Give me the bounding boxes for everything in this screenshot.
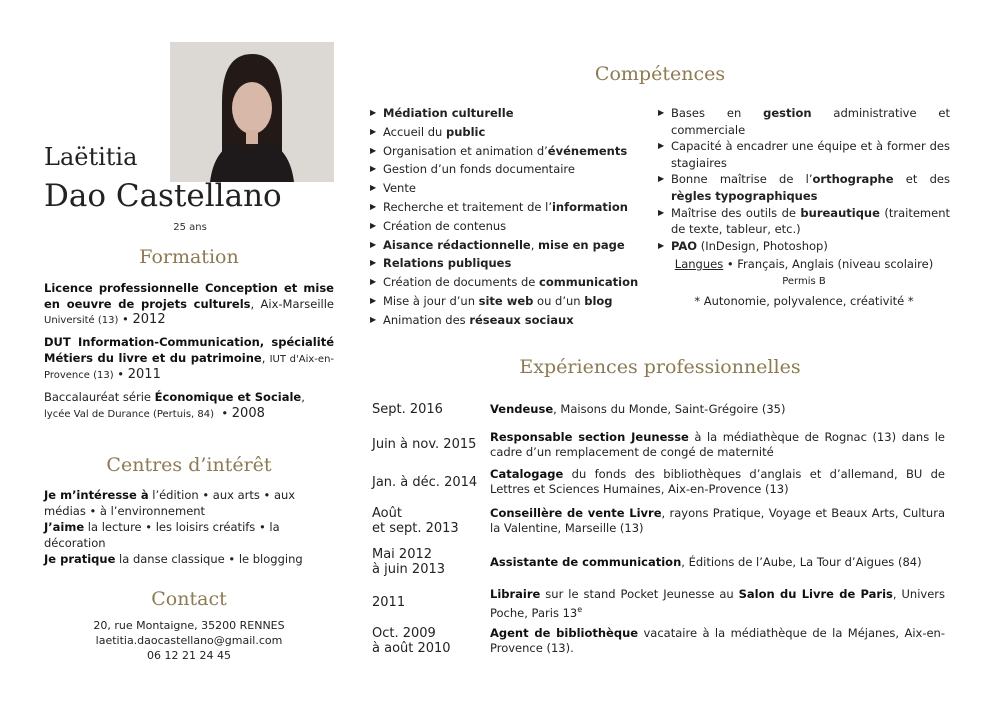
formation-year: 2011 <box>127 367 161 382</box>
list-item: ▶ Animation des réseaux sociaux <box>370 311 655 330</box>
interests-heading: Centres d’intérêt <box>106 454 272 476</box>
interest-line: J’aime la lecture • les loisirs créatifs • la décoration <box>44 520 280 550</box>
list-item: ▶ Gestion d’un fonds documentaire <box>370 160 655 179</box>
interest-line: Je pratique la danse classique • le blogging <box>44 552 303 566</box>
list-item: ▶ Accueil du public <box>370 123 655 142</box>
formation-school: IUT d'Aix-en-Provence (13) <box>44 353 335 381</box>
contact-address: 20, rue Montaigne, 35200 RENNES <box>93 619 285 632</box>
list-item: ▶ Bonne maîtrise de l’orthographe et des règles typographiques <box>658 171 950 204</box>
list-item: ▶ Mise à jour d’un site web ou d’un blog <box>370 292 655 311</box>
exp-desc: Agent de bibliothèque vacataire à la médiathèque de la Méjanes, Aix-en-Provence (13). <box>490 626 945 655</box>
languages-label: Langues <box>674 257 724 271</box>
formation-degree: Licence professionnelle Conception et mise en oeuvre de projets culturels <box>44 281 334 311</box>
list-item: ▶ PAO (InDesign, Photoshop) <box>658 238 950 255</box>
interest-line: Je m’intéresse à l’édition • aux arts • aux médias • à l’environnement <box>44 488 296 518</box>
last-name: Dao Castellano <box>44 178 282 214</box>
list-item: ▶ Capacité à encadrer une équipe et à former des stagiaires <box>658 138 950 171</box>
formation-item-licence: Licence professionnelle Conception et mise en oeuvre de projets culturels, Aix-Marseille Université (13) • 2012 <box>44 281 334 327</box>
competences-heading: Compétences <box>594 63 726 85</box>
formation-school: lycée Val de Durance (Pertuis, 84) <box>44 408 215 420</box>
list-item: ▶ Bases en gestion administrative et commerciale <box>658 105 950 138</box>
formation-year: 2008 <box>231 405 265 421</box>
contact-email[interactable]: laetitia.daocastellano@gmail.com <box>95 634 283 647</box>
exp-date: 2011 <box>372 595 406 610</box>
portrait-illustration <box>170 42 334 182</box>
list-item: ▶ Médiation culturelle <box>370 104 655 123</box>
competences-right-list <box>658 105 950 254</box>
list-item: ▶ Maîtrise des outils de bureautique (traitement de texte, tableur, etc.) <box>658 205 950 238</box>
exp-date: Oct. 2009 à août 2010 <box>372 626 451 656</box>
exp-desc: Conseillère de vente Livre, rayons Pratique, Voyage et Beaux Arts, Cultura la Valentine, Marseille (13) <box>490 506 946 535</box>
exp-desc: Vendeuse, Maisons du Monde, Saint-Grégoire (35) <box>490 402 786 416</box>
list-item: ▶ Organisation et animation d’événements <box>370 142 655 161</box>
exp-desc: Assistante de communication, Éditions de l’Aube, La Tour d’Aigues (84) <box>490 555 922 569</box>
formation-school: Université (13) <box>44 315 119 326</box>
profile-photo <box>170 42 334 182</box>
exp-desc: Responsable section Jeunesse à la médiathèque de Rognac (13) dans le cadre d’un remplacement de congé de maternité <box>490 430 945 459</box>
contact-heading: Contact <box>151 588 227 610</box>
exp-date: Juin à nov. 2015 <box>372 437 477 452</box>
exp-date: Sept. 2016 <box>372 402 443 417</box>
formation-degree: Économique et Sociale <box>154 390 302 404</box>
exp-date: Jan. à déc. 2014 <box>372 475 478 490</box>
qualities: * Autonomie, polyvalence, créativité * <box>694 294 914 308</box>
formation-item-bac: Baccalauréat série Économique et Sociale, lycée Val de Durance (Pertuis, 84) • 2008 <box>44 390 305 421</box>
list-item: ▶ Recherche et traitement de l’information <box>370 198 655 217</box>
formation-item-dut: DUT Information-Communication, spécialité Métiers du livre et du patrimoine, IUT d'Aix-en-Provence (13) • 2011 <box>44 335 335 382</box>
formation-degree: DUT Information-Communication, spécialité Métiers du livre et du patrimoine <box>44 335 334 365</box>
exp-desc: Catalogage du fonds des bibliothèques d’anglais et d’allemand, BU de Lettres et Sciences Humaines, Aix-en-Provence (13) <box>490 467 945 496</box>
contact-phone: 06 12 21 24 45 <box>147 649 231 662</box>
languages-line: Langues • Français, Anglais (niveau scolaire) <box>674 257 934 271</box>
exp-desc: Libraire sur le stand Pocket Jeunesse au Salon du Livre de Paris, Univers Poche, Paris 13e <box>490 587 946 620</box>
age: 25 ans <box>173 222 207 233</box>
first-name: Laëtitia <box>44 143 138 171</box>
list-item: ▶ Création de documents de communication <box>370 273 655 292</box>
list-item: ▶ Aisance rédactionnelle, mise en page <box>370 236 655 255</box>
experiences-heading: Expériences professionnelles <box>519 356 801 378</box>
interests-block <box>44 487 336 567</box>
competences-left-list <box>370 104 655 330</box>
exp-date: Mai 2012 à juin 2013 <box>372 547 446 577</box>
formation-year: 2012 <box>132 312 166 327</box>
list-item: ▶ Création de contenus <box>370 217 655 236</box>
exp-date: Août et sept. 2013 <box>372 506 459 536</box>
permis: Permis B <box>782 276 826 287</box>
list-item: ▶ Vente <box>370 179 655 198</box>
formation-heading: Formation <box>139 246 239 268</box>
list-item: ▶ Relations publiques <box>370 254 655 273</box>
